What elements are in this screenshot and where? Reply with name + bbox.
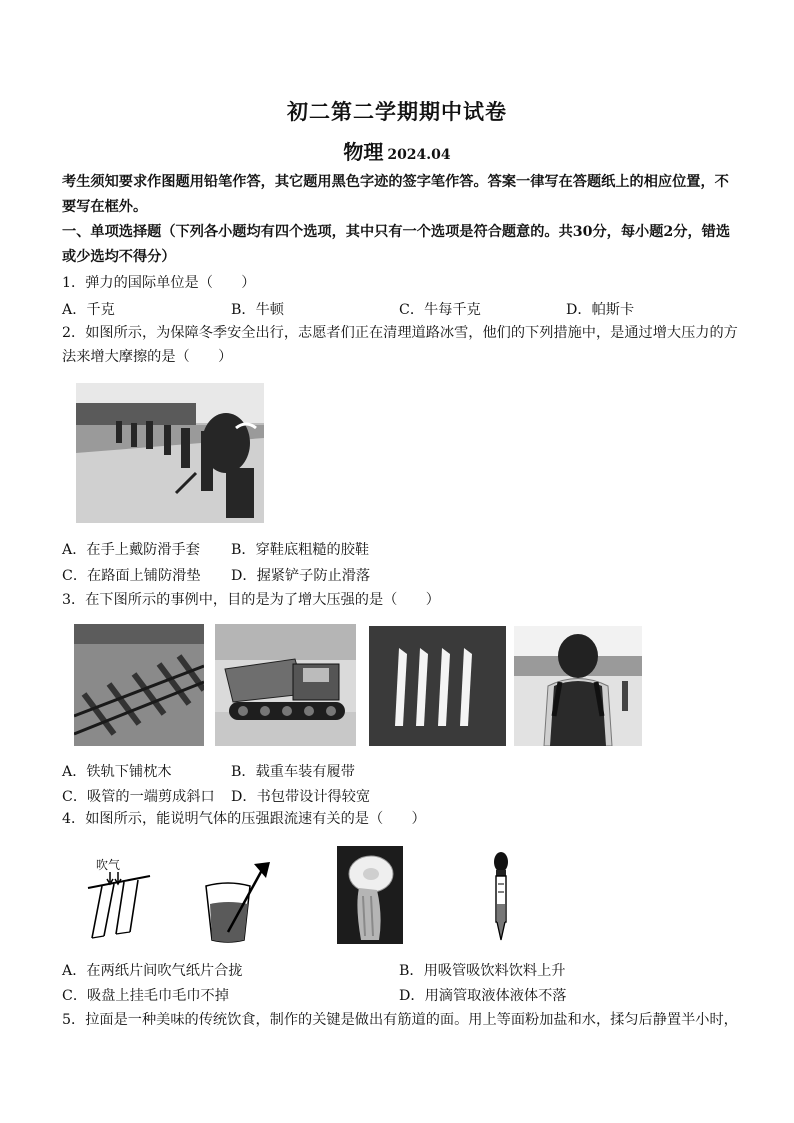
- q1-option-a: A．千克: [62, 302, 115, 318]
- q2-option-d: D．握紧铲子防止滑落: [231, 568, 371, 584]
- exam-date: 2024.04: [387, 147, 451, 163]
- page-title: 初二第二学期期中试卷: [287, 99, 507, 124]
- q4-option-a: A．在两纸片间吹气纸片合拢: [62, 963, 243, 979]
- exam-instructions: 考生须知要求作图题用铅笔作答，其它题用黑色字迹的签字笔作答。答案一律写在答题纸上的相应位置，不要写在框外。: [62, 174, 729, 215]
- q3-photo-rail-sleepers: [74, 624, 204, 746]
- q1-option-c: C．牛每千克: [399, 302, 481, 318]
- blow-air-label: 吹气: [96, 858, 121, 872]
- section-heading: 一、单项选择题（下列各小题均有四个选项，其中只有一个选项是符合题意的。共30分，每小题2分，错选或少选均不得分）: [62, 224, 731, 265]
- q2-option-c: C．在路面上铺防滑垫: [62, 568, 201, 584]
- question-2-stem-line1: 2．如图所示，为保障冬季安全出行，志愿者们正在清理道路冰雪，他们的下列措施中，是通过增大压力的方: [62, 325, 738, 341]
- q2-photo-snow-clearing: [76, 383, 264, 523]
- q1-option-d: D．帕斯卡: [566, 302, 635, 318]
- dropper-figure: [484, 850, 518, 944]
- q4-option-d: D．用滴管取液体液体不落: [399, 988, 567, 1004]
- paper-sheets-figure: [84, 860, 164, 944]
- q3-photo-tracked-truck: [215, 624, 356, 746]
- q3-photo-schoolbag: [514, 626, 642, 746]
- question-2-stem-line2: 法来增大摩擦的是（ ）: [62, 349, 233, 365]
- q4-option-b: B．用吸管吸饮料饮料上升: [399, 963, 566, 979]
- q1-option-b: B．牛顿: [231, 302, 284, 318]
- question-5-stem: 5．拉面是一种美味的传统饮食，制作的关键是做出有筋道的面。用上等面粉加盐和水，揉匀后静置半小时，: [62, 1012, 738, 1028]
- q3-photo-straws: [369, 626, 506, 746]
- q3-option-d: D．书包带设计得较宽: [231, 789, 371, 805]
- q4-option-c: C．吸盘上挂毛巾毛巾不掉: [62, 988, 229, 1004]
- q2-option-b: B．穿鞋底粗糙的胶鞋: [231, 542, 370, 558]
- q3-option-a: A．铁轨下铺枕木: [62, 764, 172, 780]
- q2-option-a: A．在手上戴防滑手套: [62, 542, 200, 558]
- suction-cup-photo: [337, 846, 403, 944]
- question-3-stem: 3．在下图所示的事例中，目的是为了增大压强的是（ ）: [62, 592, 440, 608]
- q3-option-b: B．载重车装有履带: [231, 764, 355, 780]
- q3-option-c: C．吸管的一端剪成斜口: [62, 789, 215, 805]
- question-4-stem: 4．如图所示，能说明气体的压强跟流速有关的是（ ）: [62, 811, 426, 827]
- subject-line: [0, 136, 794, 165]
- question-1-stem: 1．弹力的国际单位是（ ）: [62, 275, 256, 291]
- subject-name: 物理: [343, 140, 384, 164]
- cup-straw-figure: [200, 856, 278, 946]
